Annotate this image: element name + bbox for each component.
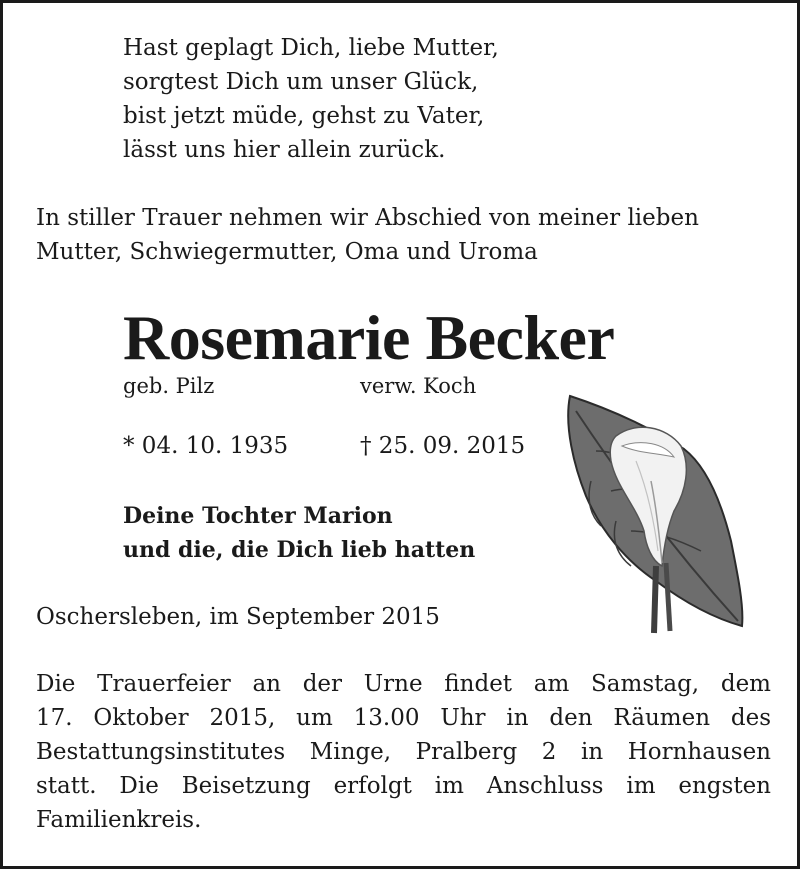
widowed-name: verw. Koch (360, 374, 477, 398)
signature-line: Deine Tochter Marion (123, 503, 393, 529)
poem (123, 31, 499, 167)
ceremony-info (36, 667, 771, 837)
ceremony-line: Familienkreis. (36, 807, 202, 833)
ceremony-line: 17. Oktober 2015, um 13.00 Uhr in den Räumen des (36, 705, 771, 731)
poem-line: Hast geplagt Dich, liebe Mutter, (123, 35, 499, 61)
ceremony-line: Bestattungsinstitutes Minge, Pralberg 2 in Hornhausen (36, 739, 771, 765)
death-date: † 25. 09. 2015 (360, 433, 526, 459)
place-date: Oschersleben, im September 2015 (36, 604, 440, 630)
intro-line: In stiller Trauer nehmen wir Abschied von meiner lieben (36, 205, 699, 231)
intro-line: Mutter, Schwiegermutter, Oma und Uroma (36, 239, 538, 265)
calla-lily-icon (556, 391, 746, 641)
deceased-name: Rosemarie Becker (123, 302, 615, 373)
poem-line: bist jetzt müde, gehst zu Vater, (123, 103, 485, 129)
intro-text (36, 201, 699, 269)
maiden-name: geb. Pilz (123, 374, 215, 398)
signature (123, 499, 475, 567)
birth-date: * 04. 10. 1935 (123, 433, 289, 459)
ceremony-line: statt. Die Beisetzung erfolgt im Anschluss im engsten (36, 773, 771, 799)
ceremony-line: Die Trauerfeier an der Urne findet am Samstag, dem (36, 671, 771, 697)
signature-line: und die, die Dich lieb hatten (123, 537, 476, 563)
poem-line: sorgtest Dich um unser Glück, (123, 69, 479, 95)
poem-line: lässt uns hier allein zurück. (123, 137, 446, 163)
